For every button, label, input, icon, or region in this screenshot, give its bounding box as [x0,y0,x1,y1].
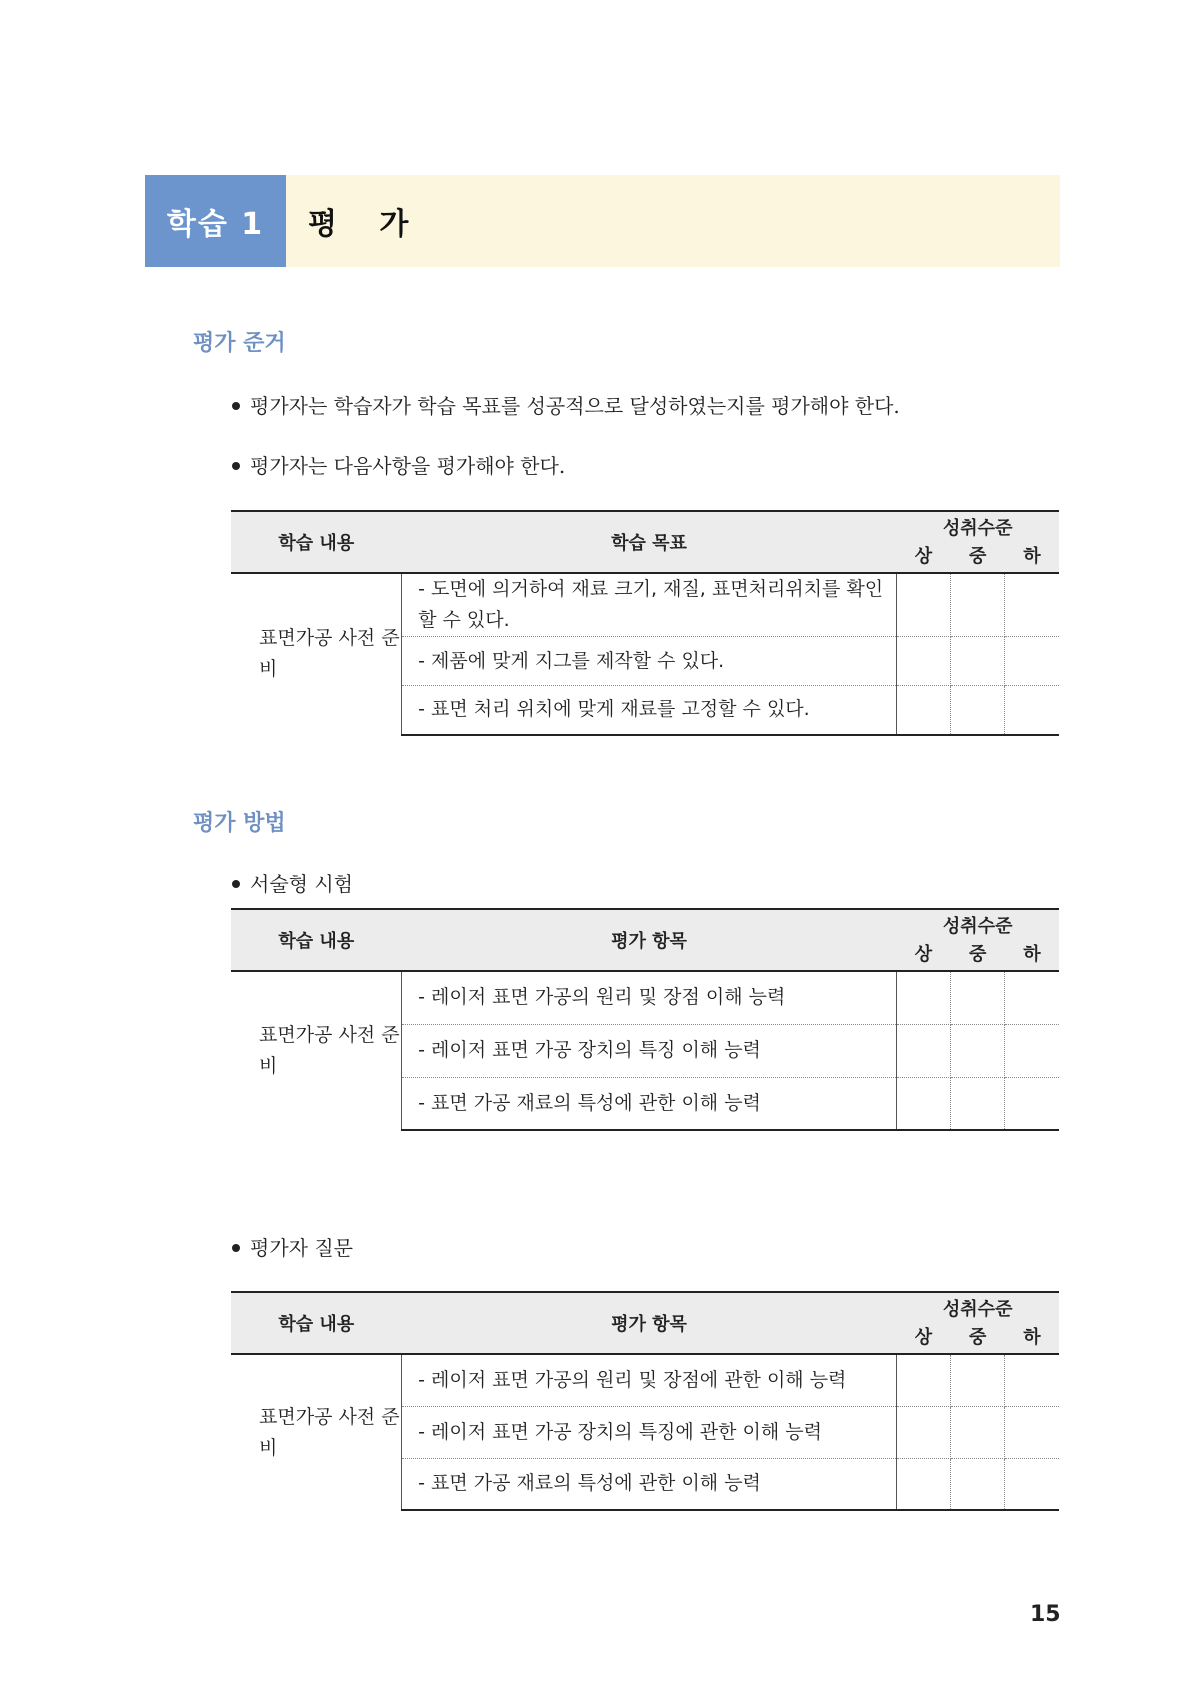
goal-row: - 도면에 의거하여 재료 크기, 재질, 표면처리위치를 확인할 수 있다. [402,573,897,637]
goal-row: - 제품에 맞게 지그를 제작할 수 있다. [402,637,897,686]
check-cell[interactable] [896,1077,950,1130]
level-high: 상 [896,541,950,573]
criteria-bullet-1 [232,390,900,419]
learning-content-cell: 표면가공 사전 준비 [231,1354,402,1510]
item-row: - 레이저 표면 가공의 원리 및 장점 이해 능력 [402,971,897,1024]
bullet-text: 평가자는 다음사항을 평가해야 한다. [250,454,566,478]
written-test-bullet [232,868,353,897]
item-row: - 표면 가공 재료의 특성에 관한 이해 능력 [402,1077,897,1130]
page-number: 15 [1030,1602,1061,1627]
bullet-text: 서술형 시험 [250,872,353,896]
check-cell[interactable] [951,637,1005,686]
level-mid: 중 [951,1322,1005,1354]
bullet-text: 평가자는 학습자가 학습 목표를 성공적으로 달성하였는지를 평가해야 한다. [250,394,900,418]
learning-unit-label: 학습 1 [145,175,286,267]
check-cell[interactable] [1005,1354,1059,1406]
header-item: 평가 항목 [402,1292,897,1354]
header-content: 학습 내용 [231,511,402,573]
check-cell[interactable] [896,1458,950,1510]
check-cell[interactable] [896,1406,950,1458]
banner-title: 평 가 [286,175,1060,267]
check-cell[interactable] [896,637,950,686]
level-low: 하 [1005,1322,1059,1354]
criteria-table [231,510,1059,736]
bullet-text: 평가자 질문 [250,1236,353,1260]
item-row: - 레이저 표면 가공의 원리 및 장점에 관한 이해 능력 [402,1354,897,1406]
check-cell[interactable] [896,971,950,1024]
header-level: 성취수준 [896,1292,1059,1322]
check-cell[interactable] [951,686,1005,735]
header-level: 성취수준 [896,511,1059,541]
section-banner [145,175,1060,267]
level-low: 하 [1005,541,1059,573]
header-content: 학습 내용 [231,909,402,971]
bullet-dot [232,402,240,410]
check-cell[interactable] [896,686,950,735]
check-cell[interactable] [951,1077,1005,1130]
item-row: - 레이저 표면 가공 장치의 특징 이해 능력 [402,1024,897,1077]
check-cell[interactable] [1005,573,1059,637]
check-cell[interactable] [1005,1458,1059,1510]
check-cell[interactable] [951,573,1005,637]
header-level: 성취수준 [896,909,1059,939]
header-content: 학습 내용 [231,1292,402,1354]
check-cell[interactable] [951,1354,1005,1406]
learning-content-cell: 표면가공 사전 준비 [231,573,402,735]
check-cell[interactable] [1005,686,1059,735]
check-cell[interactable] [1005,1077,1059,1130]
level-high: 상 [896,1322,950,1354]
check-cell[interactable] [1005,971,1059,1024]
check-cell[interactable] [1005,1406,1059,1458]
level-high: 상 [896,939,950,971]
item-row: - 레이저 표면 가공 장치의 특징에 관한 이해 능력 [402,1406,897,1458]
check-cell[interactable] [896,573,950,637]
check-cell[interactable] [951,1024,1005,1077]
level-mid: 중 [951,939,1005,971]
check-cell[interactable] [896,1024,950,1077]
header-item: 평가 항목 [402,909,897,971]
check-cell[interactable] [951,1406,1005,1458]
check-cell[interactable] [896,1354,950,1406]
item-row: - 표면 가공 재료의 특성에 관한 이해 능력 [402,1458,897,1510]
evaluator-question-bullet [232,1232,353,1261]
check-cell[interactable] [951,1458,1005,1510]
level-mid: 중 [951,541,1005,573]
bullet-dot [232,880,240,888]
check-cell[interactable] [1005,637,1059,686]
evaluator-question-table [231,1291,1059,1511]
learning-content-cell: 표면가공 사전 준비 [231,971,402,1130]
goal-row: - 표면 처리 위치에 맞게 재료를 고정할 수 있다. [402,686,897,735]
bullet-dot [232,1244,240,1252]
criteria-heading: 평가 준거 [193,331,286,356]
bullet-dot [232,462,240,470]
written-test-table [231,908,1059,1131]
check-cell[interactable] [951,971,1005,1024]
level-low: 하 [1005,939,1059,971]
method-heading: 평가 방법 [193,811,286,836]
criteria-bullet-2 [232,450,565,479]
check-cell[interactable] [1005,1024,1059,1077]
header-goal: 학습 목표 [402,511,897,573]
